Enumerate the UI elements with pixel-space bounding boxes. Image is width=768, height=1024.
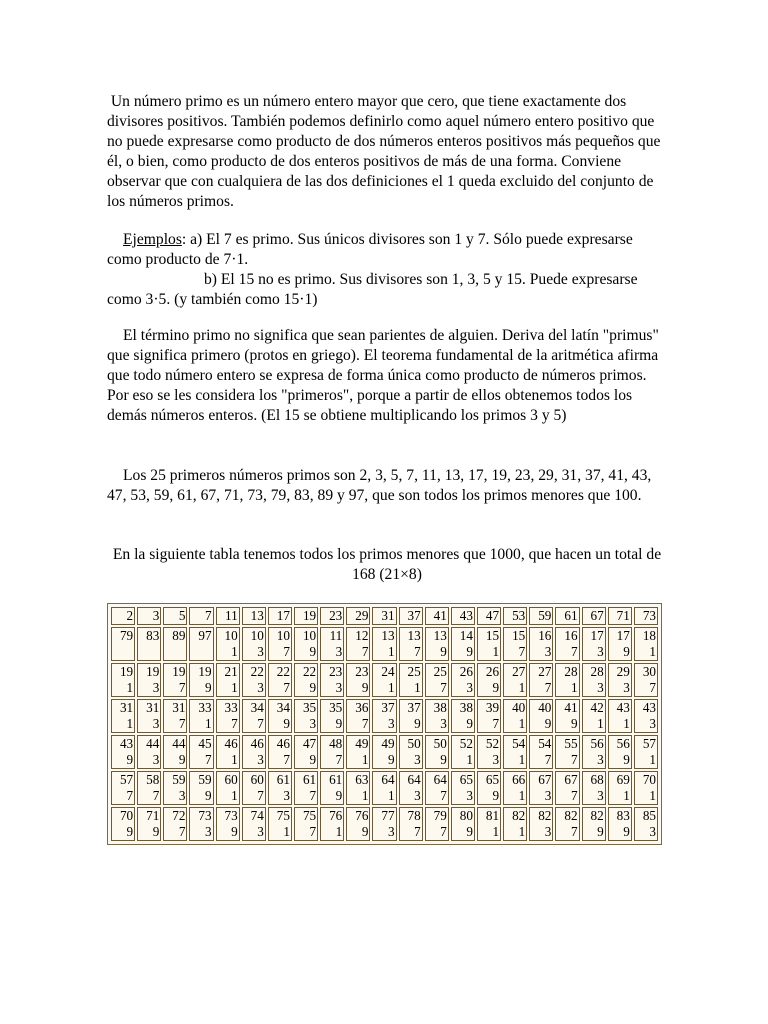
- prime-cell: 38 3: [425, 699, 449, 733]
- prime-cell: 30 7: [634, 663, 658, 697]
- prime-cell: 54 7: [529, 735, 553, 769]
- etymology-body: El término primo no significa que sean parientes de alguien. Deriva del latín "primus" que significa primero (protos en griego). El teorema fundamental de la aritmética afirma que todo número entero se expresa de forma única como producto de números primos. Por eso se les considera los "primeros", porque a partir de ellos obtenemos todos los demás números enteros. (El 15 se obtiene multiplicando los primos 3 y 5): [107, 327, 663, 424]
- prime-cell: 73 9: [216, 807, 240, 841]
- prime-cell: 22 3: [242, 663, 266, 697]
- prime-cell: 42 1: [582, 699, 606, 733]
- prime-cell: 76 1: [320, 807, 344, 841]
- prime-cell: 76 9: [346, 807, 370, 841]
- prime-cell: 23 3: [320, 663, 344, 697]
- prime-cell: 78 7: [399, 807, 423, 841]
- prime-cell: 83 9: [608, 807, 632, 841]
- prime-cell: 63 1: [346, 771, 370, 805]
- prime-cell: 82 9: [582, 807, 606, 841]
- prime-cell: 43 1: [608, 699, 632, 733]
- etymology-paragraph: [107, 326, 667, 426]
- prime-cell: 61 3: [268, 771, 292, 805]
- prime-cell: 10 7: [268, 627, 292, 661]
- prime-cell: 40 9: [529, 699, 553, 733]
- prime-cell: 13 7: [399, 627, 423, 661]
- prime-cell: 22 7: [268, 663, 292, 697]
- prime-cell: 23: [320, 607, 344, 625]
- prime-cell: 13 1: [372, 627, 396, 661]
- example-a: [107, 230, 667, 270]
- prime-cell: 71 9: [137, 807, 161, 841]
- prime-cell: 60 7: [242, 771, 266, 805]
- prime-cell: 24 1: [372, 663, 396, 697]
- prime-cell: 11: [216, 607, 240, 625]
- prime-cell: 79: [111, 627, 135, 661]
- examples-label: Ejemplos: [123, 231, 182, 248]
- prime-cell: 38 9: [451, 699, 475, 733]
- prime-cell: 65 9: [477, 771, 501, 805]
- prime-cell: 52 3: [477, 735, 501, 769]
- primes-table: [107, 603, 662, 845]
- table-row: [111, 627, 658, 661]
- prime-cell: 73 3: [189, 807, 213, 841]
- prime-cell: 69 1: [608, 771, 632, 805]
- prime-cell: 71: [608, 607, 632, 625]
- prime-cell: 10 3: [242, 627, 266, 661]
- prime-cell: 57 7: [111, 771, 135, 805]
- prime-cell: 56 9: [608, 735, 632, 769]
- prime-cell: 39 7: [477, 699, 501, 733]
- prime-cell: 11 3: [320, 627, 344, 661]
- prime-cell: 18 1: [634, 627, 658, 661]
- prime-cell: 41: [425, 607, 449, 625]
- prime-cell: 23 9: [346, 663, 370, 697]
- prime-cell: 65 3: [451, 771, 475, 805]
- prime-cell: 55 7: [555, 735, 579, 769]
- prime-cell: 56 3: [582, 735, 606, 769]
- prime-cell: 60 1: [216, 771, 240, 805]
- prime-cell: 33 1: [189, 699, 213, 733]
- prime-cell: 43 9: [111, 735, 135, 769]
- prime-cell: 10 1: [216, 627, 240, 661]
- prime-cell: 67 3: [529, 771, 553, 805]
- prime-cell: 35 9: [320, 699, 344, 733]
- prime-cell: 61: [555, 607, 579, 625]
- table-row: [111, 699, 658, 733]
- prime-cell: 19 3: [137, 663, 161, 697]
- prime-cell: 37: [399, 607, 423, 625]
- prime-cell: 40 1: [503, 699, 527, 733]
- prime-cell: 46 1: [216, 735, 240, 769]
- example-b: [107, 270, 667, 310]
- prime-cell: 61 9: [320, 771, 344, 805]
- prime-cell: 16 3: [529, 627, 553, 661]
- prime-cell: 89: [163, 627, 187, 661]
- first-primes-paragraph: [107, 466, 667, 506]
- first-primes-body: Los 25 primeros números primos son 2, 3, 5, 7, 11, 13, 17, 19, 23, 29, 31, 37, 41, 43, 47, 53, 59, 61, 67, 71, 73, 79, 83, 89 y 97, que son todos los primos menores que 100.: [107, 467, 656, 504]
- prime-cell: 37 3: [372, 699, 396, 733]
- definition-paragraph: [107, 92, 667, 212]
- prime-cell: 31 1: [111, 699, 135, 733]
- prime-cell: 27 1: [503, 663, 527, 697]
- prime-cell: 34 7: [242, 699, 266, 733]
- prime-cell: 48 7: [320, 735, 344, 769]
- prime-cell: 47 9: [294, 735, 318, 769]
- prime-cell: 82 1: [503, 807, 527, 841]
- prime-cell: 46 7: [268, 735, 292, 769]
- prime-cell: 10 9: [294, 627, 318, 661]
- first-primes-text: [107, 466, 667, 506]
- prime-cell: 25 1: [399, 663, 423, 697]
- prime-cell: 75 7: [294, 807, 318, 841]
- prime-cell: 58 7: [137, 771, 161, 805]
- table-row: [111, 663, 658, 697]
- prime-cell: 59 3: [163, 771, 187, 805]
- prime-cell: 70 9: [111, 807, 135, 841]
- prime-cell: 75 1: [268, 807, 292, 841]
- prime-cell: 70 1: [634, 771, 658, 805]
- prime-cell: 35 3: [294, 699, 318, 733]
- prime-cell: 85 3: [634, 807, 658, 841]
- prime-cell: 21 1: [216, 663, 240, 697]
- prime-cell: 59 9: [189, 771, 213, 805]
- prime-cell: 19 1: [111, 663, 135, 697]
- prime-cell: 52 1: [451, 735, 475, 769]
- examples-paragraph: [107, 230, 667, 310]
- prime-cell: 27 7: [529, 663, 553, 697]
- prime-cell: 64 3: [399, 771, 423, 805]
- prime-cell: 47: [477, 607, 501, 625]
- prime-cell: 29: [346, 607, 370, 625]
- prime-cell: 31 7: [163, 699, 187, 733]
- prime-cell: 43 3: [634, 699, 658, 733]
- prime-cell: 29 3: [608, 663, 632, 697]
- prime-cell: 61 7: [294, 771, 318, 805]
- prime-cell: 46 3: [242, 735, 266, 769]
- prime-cell: 73: [634, 607, 658, 625]
- prime-cell: 72 7: [163, 807, 187, 841]
- example-a-text: : a) El 7 es primo. Sus únicos divisores son 1 y 7. Sólo puede expresarse como producto de 7·1.: [107, 231, 637, 268]
- prime-cell: 57 1: [634, 735, 658, 769]
- prime-cell: 5: [163, 607, 187, 625]
- prime-cell: 41 9: [555, 699, 579, 733]
- prime-cell: 81 1: [477, 807, 501, 841]
- table-intro-text: En la siguiente tabla tenemos todos los primos menores que 1000, que hacen un total de 168 (21×8): [112, 546, 666, 583]
- prime-cell: 68 3: [582, 771, 606, 805]
- prime-cell: 19: [294, 607, 318, 625]
- example-b-text: b) El 15 no es primo. Sus divisores son 1, 3, 5 y 15. Puede expresarse como 3·5. (y también como 15·1): [107, 271, 642, 308]
- prime-cell: 19 7: [163, 663, 187, 697]
- prime-cell: 49 1: [346, 735, 370, 769]
- prime-cell: 15 1: [477, 627, 501, 661]
- table-row: [111, 807, 658, 841]
- prime-cell: 50 3: [399, 735, 423, 769]
- prime-cell: 17: [268, 607, 292, 625]
- prime-cell: 67 7: [555, 771, 579, 805]
- prime-cell: 36 7: [346, 699, 370, 733]
- prime-cell: 44 9: [163, 735, 187, 769]
- prime-cell: 16 7: [555, 627, 579, 661]
- prime-cell: 31: [372, 607, 396, 625]
- prime-cell: 64 7: [425, 771, 449, 805]
- prime-cell: 13 9: [425, 627, 449, 661]
- prime-cell: 45 7: [189, 735, 213, 769]
- prime-cell: 44 3: [137, 735, 161, 769]
- prime-cell: 83: [137, 627, 161, 661]
- prime-cell: 25 7: [425, 663, 449, 697]
- prime-cell: 37 9: [399, 699, 423, 733]
- prime-cell: 49 9: [372, 735, 396, 769]
- prime-cell: 59: [529, 607, 553, 625]
- table-row: [111, 735, 658, 769]
- table-intro-paragraph: [107, 545, 667, 585]
- prime-cell: 26 3: [451, 663, 475, 697]
- prime-cell: 2: [111, 607, 135, 625]
- prime-cell: 22 9: [294, 663, 318, 697]
- prime-cell: 66 1: [503, 771, 527, 805]
- table-row: [111, 607, 658, 625]
- etymology-text: [107, 326, 667, 426]
- prime-cell: 26 9: [477, 663, 501, 697]
- prime-cell: 17 3: [582, 627, 606, 661]
- prime-cell: 31 3: [137, 699, 161, 733]
- prime-cell: 97: [189, 627, 213, 661]
- prime-cell: 34 9: [268, 699, 292, 733]
- prime-cell: 13: [242, 607, 266, 625]
- prime-cell: 64 1: [372, 771, 396, 805]
- prime-cell: 54 1: [503, 735, 527, 769]
- prime-cell: 74 3: [242, 807, 266, 841]
- prime-cell: 17 9: [608, 627, 632, 661]
- prime-cell: 3: [137, 607, 161, 625]
- prime-cell: 14 9: [451, 627, 475, 661]
- prime-cell: 15 7: [503, 627, 527, 661]
- table-row: [111, 771, 658, 805]
- prime-cell: 7: [189, 607, 213, 625]
- prime-cell: 28 1: [555, 663, 579, 697]
- prime-cell: 77 3: [372, 807, 396, 841]
- definition-text: Un número primo es un número entero mayor que cero, que tiene exactamente dos divisores positivos. También podemos definirlo como aquel número entero positivo que no puede expresarse como producto de dos números enteros positivos más pequeños que él, o bien, como producto de dos enteros positivos de más de una forma. Conviene observar que con cualquiera de las dos definiciones el 1 queda excluido del conjunto de los números primos.: [107, 93, 665, 210]
- prime-cell: 80 9: [451, 807, 475, 841]
- prime-cell: 43: [451, 607, 475, 625]
- prime-cell: 53: [503, 607, 527, 625]
- prime-cell: 82 7: [555, 807, 579, 841]
- prime-cell: 33 7: [216, 699, 240, 733]
- prime-cell: 67: [582, 607, 606, 625]
- prime-cell: 50 9: [425, 735, 449, 769]
- prime-cell: 19 9: [189, 663, 213, 697]
- prime-cell: 79 7: [425, 807, 449, 841]
- prime-cell: 28 3: [582, 663, 606, 697]
- prime-cell: 12 7: [346, 627, 370, 661]
- prime-cell: 82 3: [529, 807, 553, 841]
